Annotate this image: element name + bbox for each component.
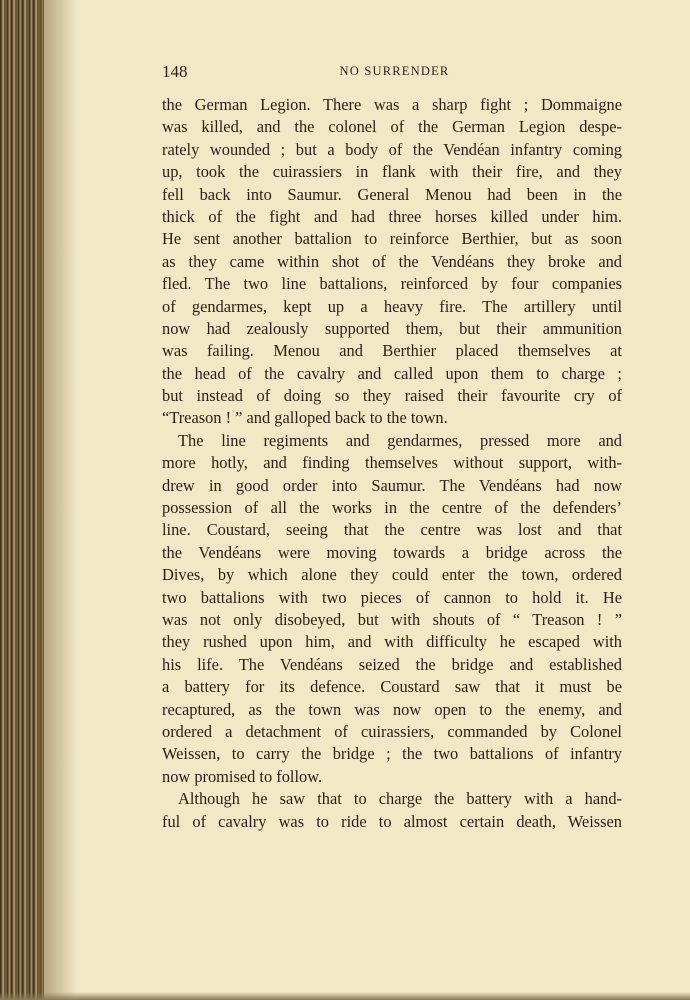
text-line: was killed, and the colonel of the German Legion despe-: [162, 117, 622, 137]
running-head: NO SURRENDER: [339, 64, 450, 78]
text-line: Dives, by which alone they could enter the town, ordered: [162, 565, 622, 585]
text-line: rately wounded ; but a body of the Vendéan infantry coming: [162, 139, 622, 159]
text-line: thick of the fight and had three horses killed under him.: [162, 206, 622, 226]
text-line: ordered a detachment of cuirassiers, commanded by Colonel: [162, 721, 622, 741]
page-number: 148: [162, 62, 188, 81]
text-line: He sent another battalion to reinforce Berthier, but as soon: [162, 229, 622, 249]
text-line: fell back into Saumur. General Menou had been in the: [162, 184, 622, 204]
text-line: his life. The Vendéans seized the bridge and established: [162, 654, 622, 674]
text-line: recaptured, as the town was now open to the enemy, and: [162, 699, 622, 719]
text-line: Weissen, to carry the bridge ; the two battalions of infantry: [162, 744, 622, 764]
text-line: The line regiments and gendarmes, pressed more and: [178, 430, 622, 450]
text-line: they rushed upon him, and with difficulty he escaped with: [162, 632, 622, 652]
page-header: [162, 62, 622, 84]
text-line: Although he saw that to charge the battery with a hand-: [178, 789, 622, 809]
text-line: fled. The two line battalions, reinforced by four companies: [162, 274, 622, 294]
text-line: drew in good order into Saumur. The Vendéans had now: [162, 475, 622, 495]
text-line: “Treason ! ” and galloped back to the town.: [162, 408, 448, 428]
text-line: ful of cavalry was to ride to almost certain death, Weissen: [162, 811, 622, 831]
text-line: the head of the cavalry and called upon them to charge ;: [162, 363, 622, 383]
text-line: more hotly, and finding themselves without support, with-: [162, 453, 622, 473]
text-line: now had zealously supported them, but their ammunition: [162, 318, 622, 338]
gutter-shadow: [38, 0, 78, 1000]
text-line: of gendarmes, kept up a heavy fire. The artillery until: [162, 296, 622, 316]
body-text: [162, 94, 622, 833]
text-line: was failing. Menou and Berthier placed themselves at: [162, 341, 622, 361]
text-line: the Vendéans were moving towards a bridge across the: [162, 542, 622, 562]
text-line: as they came within shot of the Vendéans they broke and: [162, 251, 622, 271]
text-line: possession of all the works in the centre of the defenders’: [162, 498, 622, 518]
text-line: was not only disobeyed, but with shouts of “ Treason ! ”: [162, 609, 622, 629]
text-line: up, took the cuirassiers in flank with their fire, and they: [162, 162, 622, 182]
text-line: now promised to follow.: [162, 766, 323, 786]
text-line: line. Coustard, seeing that the centre was lost and that: [162, 520, 622, 540]
text-line: the German Legion. There was a sharp fight ; Dommaigne: [162, 95, 622, 114]
text-line: two battalions with two pieces of cannon to hold it. He: [162, 587, 622, 607]
text-line: a battery for its defence. Coustard saw that it must be: [162, 677, 622, 697]
text-line: but instead of doing so they raised their favourite cry of: [162, 386, 622, 406]
page-bottom-edge: [0, 992, 690, 1000]
